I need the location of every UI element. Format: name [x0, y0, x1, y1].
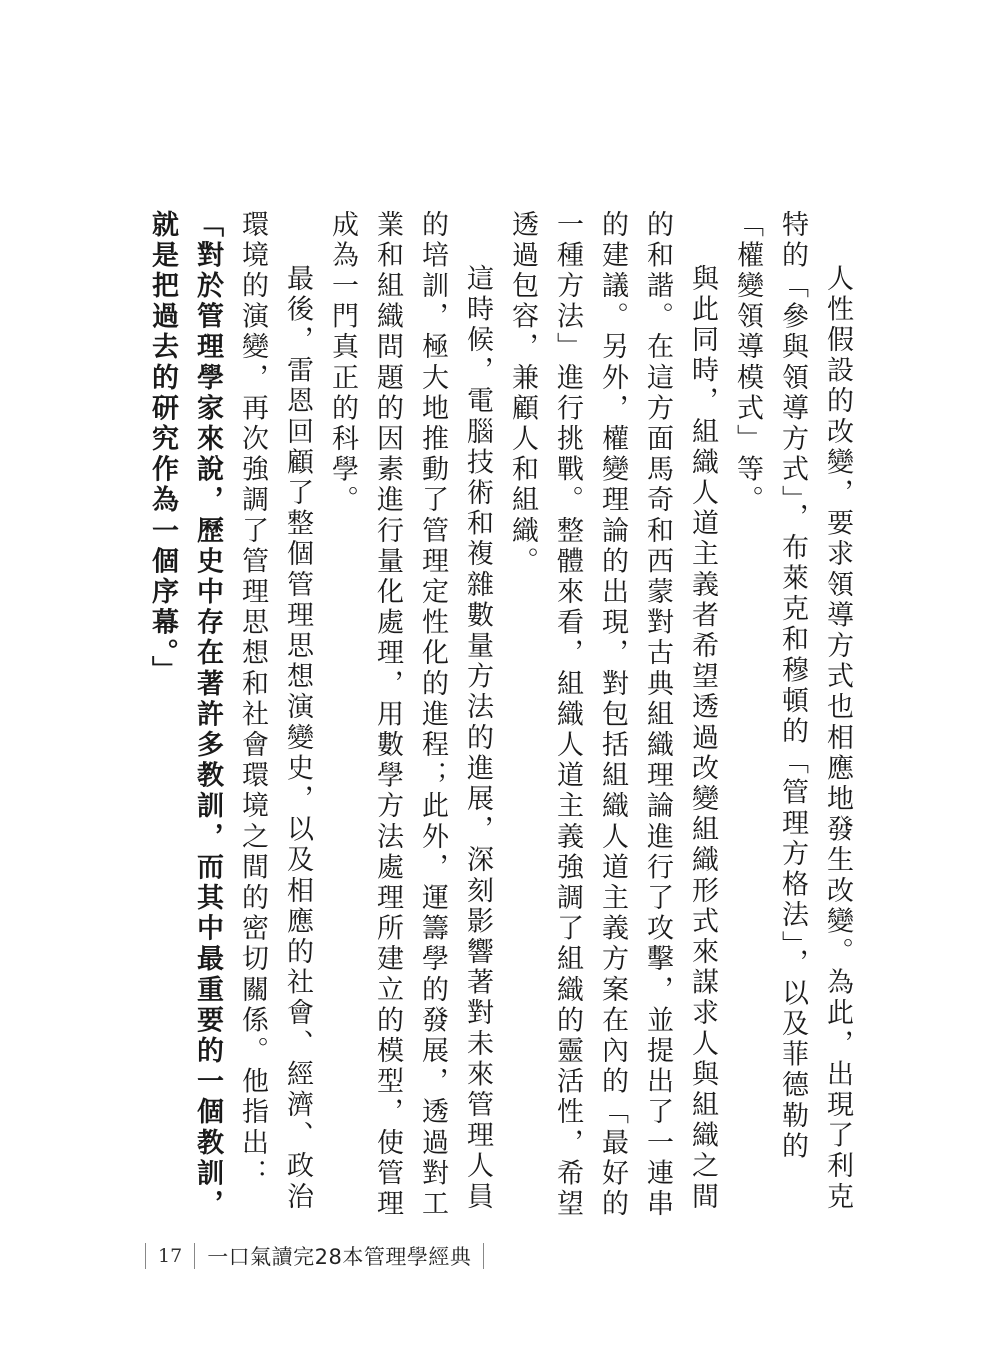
- paragraph-2: [500, 210, 725, 1220]
- paragraph-4: [140, 210, 320, 1220]
- paragraph-4-quote: 「對於管理學家來說，歷史中存在著許多教訓，而其中最重要的一個教訓，就是把過去的研究作為一個序幕。」: [147, 210, 223, 1220]
- paragraph-4-text: 最後，雷恩回顧了整個管理思想演變史，以及相應的社會、經濟、政治環境的演變，再次強調了管理思想和社會環境之間的密切關係。他指出：: [237, 210, 313, 1213]
- paragraph-3: [320, 210, 500, 1220]
- vertical-text-body: [140, 210, 860, 1220]
- book-title: 一口氣讀完28本管理學經典: [207, 1245, 472, 1269]
- paragraph-3-text: 這時候，電腦技術和複雜數量方法的進展，深刻影響著對未來管理人員的培訓，極大地推動了管理定性化的進程；此外，運籌學的發展，透過對工業和組織問題的因素進行量化處理，用數學方法處理所建立的模型，使管理成為一門真正的科學。: [327, 210, 493, 1220]
- page-number: 17: [158, 1245, 183, 1267]
- paragraph-1: [725, 210, 860, 1220]
- page-footer: [145, 1240, 484, 1272]
- paragraph-1-text: 人性假設的改變，要求領導方式也相應地發生改變。為此，出現了利克特的「參與領導方式」，布萊克和穆頓的「管理方格法」，以及菲德勒的「權變領導模式」等。: [732, 210, 853, 1213]
- paragraph-2-text: 與此同時，組織人道主義者希望透過改變組織形式來謀求人與組織之間的和諧。在這方面馬奇和西蒙對古典組織理論進行了攻擊，並提出了一連串的建議。另外，權變理論的出現，對包括組織人道主義方案在內的「最好的一種方法」進行挑戰。整體來看，組織人道主義強調了組織的靈活性，希望透過包容，兼顧人和組織。: [507, 210, 718, 1220]
- footer-divider-right: [483, 1243, 484, 1269]
